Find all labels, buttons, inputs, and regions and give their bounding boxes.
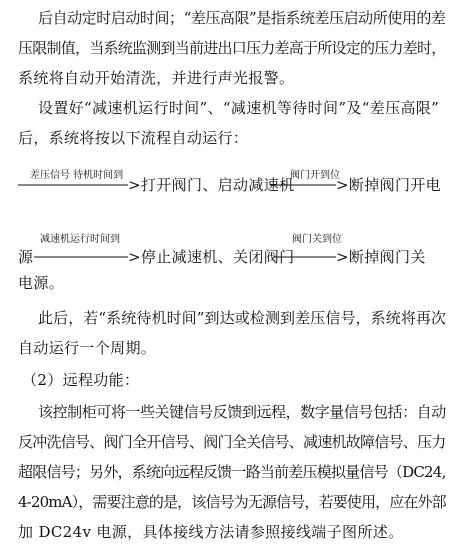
para1-line1: 后自动定时启动时间；“差压高限”是指系统差压启动所使用的差: [38, 9, 446, 27]
para2-line2: 后，系统将按以下流程自动运行：: [18, 129, 249, 147]
para3-line1: 此后，若“系统待机时间”到达或检测到差压信号，系统将再次: [38, 309, 447, 327]
para4-line3: 超限信号；另外，系统向远程反馈一路当前差压模拟量信号（DC24,: [18, 463, 446, 481]
para4-line1: 该控制柜可将一些关键信号反馈到远程，数字量信号包括：自动: [38, 403, 446, 421]
flow2-step-cut-power: >断掉阀门关: [336, 248, 426, 266]
flow2-step-stop-reducer: >停止减速机、关闭阀门: [128, 248, 295, 266]
flow1-valve-open-label: 阀门开到位: [290, 170, 340, 181]
flow1-signal-label: 差压信号 待机时间到: [30, 170, 124, 181]
flow1-step-cut-power: >断掉阀门开电: [336, 176, 442, 194]
flow2-runtime-label: 减速机运行时间到: [40, 234, 120, 245]
flow1-step-open-valve: >打开阀门、启动减速机: [128, 176, 295, 194]
para4-line2: 反冲洗信号、阀门全开信号、阀门全关信号、减速机故障信号、压力: [18, 433, 446, 451]
para2-line1: 设置好“减速机运行时间”、“减速机等待时间”及“差压高限”: [38, 99, 440, 117]
flow2-valve-closed-label: 阀门关到位: [292, 234, 342, 245]
flow2-arrow-line-2: [274, 255, 336, 259]
para1-line3: 系统将自动开始清洗，并进行声光报警。: [18, 69, 295, 87]
flow1-arrow-line: [18, 183, 128, 187]
section-heading: （2）远程功能：: [22, 371, 140, 389]
para3-line2: 自动运行一个周期。: [18, 339, 157, 357]
flow2-arrow-line: [34, 255, 128, 259]
flow2-tail: 电源。: [18, 274, 65, 292]
para4-line4: 4-20mA），需要注意的是，该信号为无源信号，若要使用，应在外部: [18, 493, 446, 511]
flow1-arrow-line-2: [270, 183, 336, 187]
flow2-lead: 源: [18, 248, 34, 266]
para1-line2: 压限制值，当系统监测到当前进出口压力差高于所设定的压力差时，: [18, 39, 446, 57]
para4-line5: 加 DC24v 电源，具体接线方法请参照接线端子图所述。: [18, 523, 404, 541]
